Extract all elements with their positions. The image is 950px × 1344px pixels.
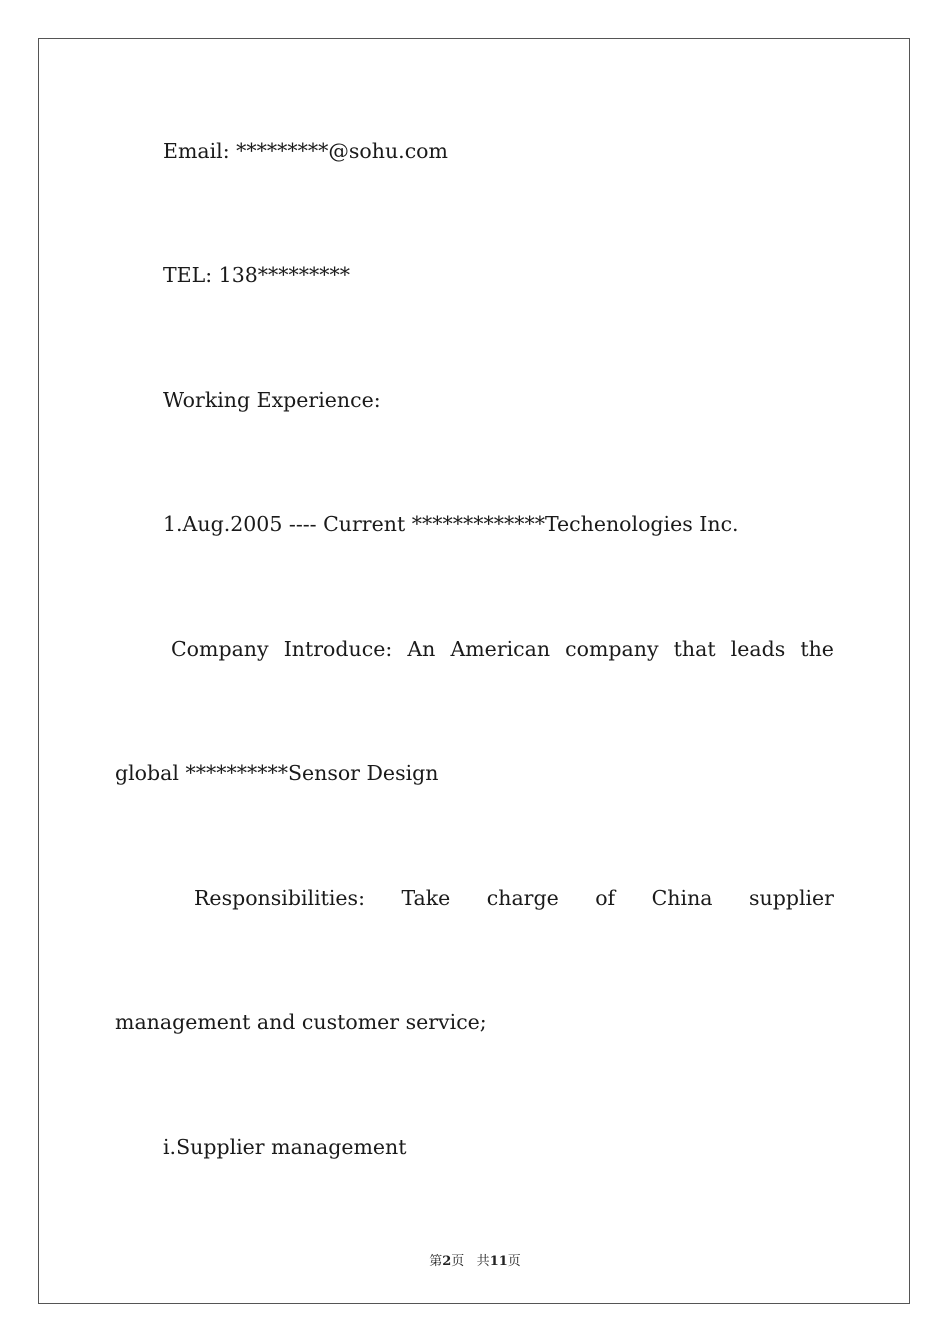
page-suffix: 页 <box>451 1254 465 1269</box>
email-line: Email: *********@sohu.com <box>163 139 448 163</box>
working-experience-heading: Working Experience: <box>163 388 381 412</box>
page-footer <box>0 1250 950 1269</box>
company-intro-line <box>171 639 834 660</box>
total-prefix: 共 <box>476 1254 490 1269</box>
total-pages: 11 <box>489 1254 508 1269</box>
word: the <box>800 637 834 661</box>
word: charge <box>486 886 559 910</box>
word: of <box>595 886 616 910</box>
word: China <box>651 886 713 910</box>
tel-line: TEL: 138********* <box>163 263 351 287</box>
word: Company <box>171 637 269 661</box>
word: that <box>673 637 716 661</box>
company-intro-continuation: global **********Sensor Design <box>115 761 439 785</box>
word: company <box>565 637 659 661</box>
job-entry-line: 1.Aug.2005 ---- Current *************Techenologies Inc. <box>163 512 739 536</box>
responsibilities-continuation: management and customer service; <box>115 1010 487 1034</box>
word: Responsibilities: <box>194 886 365 910</box>
responsibilities-line <box>194 888 834 909</box>
word: leads <box>730 637 786 661</box>
page-number: 2 <box>442 1254 452 1269</box>
supplier-management-item: i.Supplier management <box>163 1135 407 1159</box>
page-frame <box>38 38 910 1304</box>
word: An <box>407 637 436 661</box>
word: supplier <box>748 886 834 910</box>
word: Take <box>401 886 451 910</box>
page-prefix: 第 <box>429 1254 443 1269</box>
word: Introduce: <box>283 637 393 661</box>
word: American <box>450 637 551 661</box>
total-suffix: 页 <box>507 1254 521 1269</box>
